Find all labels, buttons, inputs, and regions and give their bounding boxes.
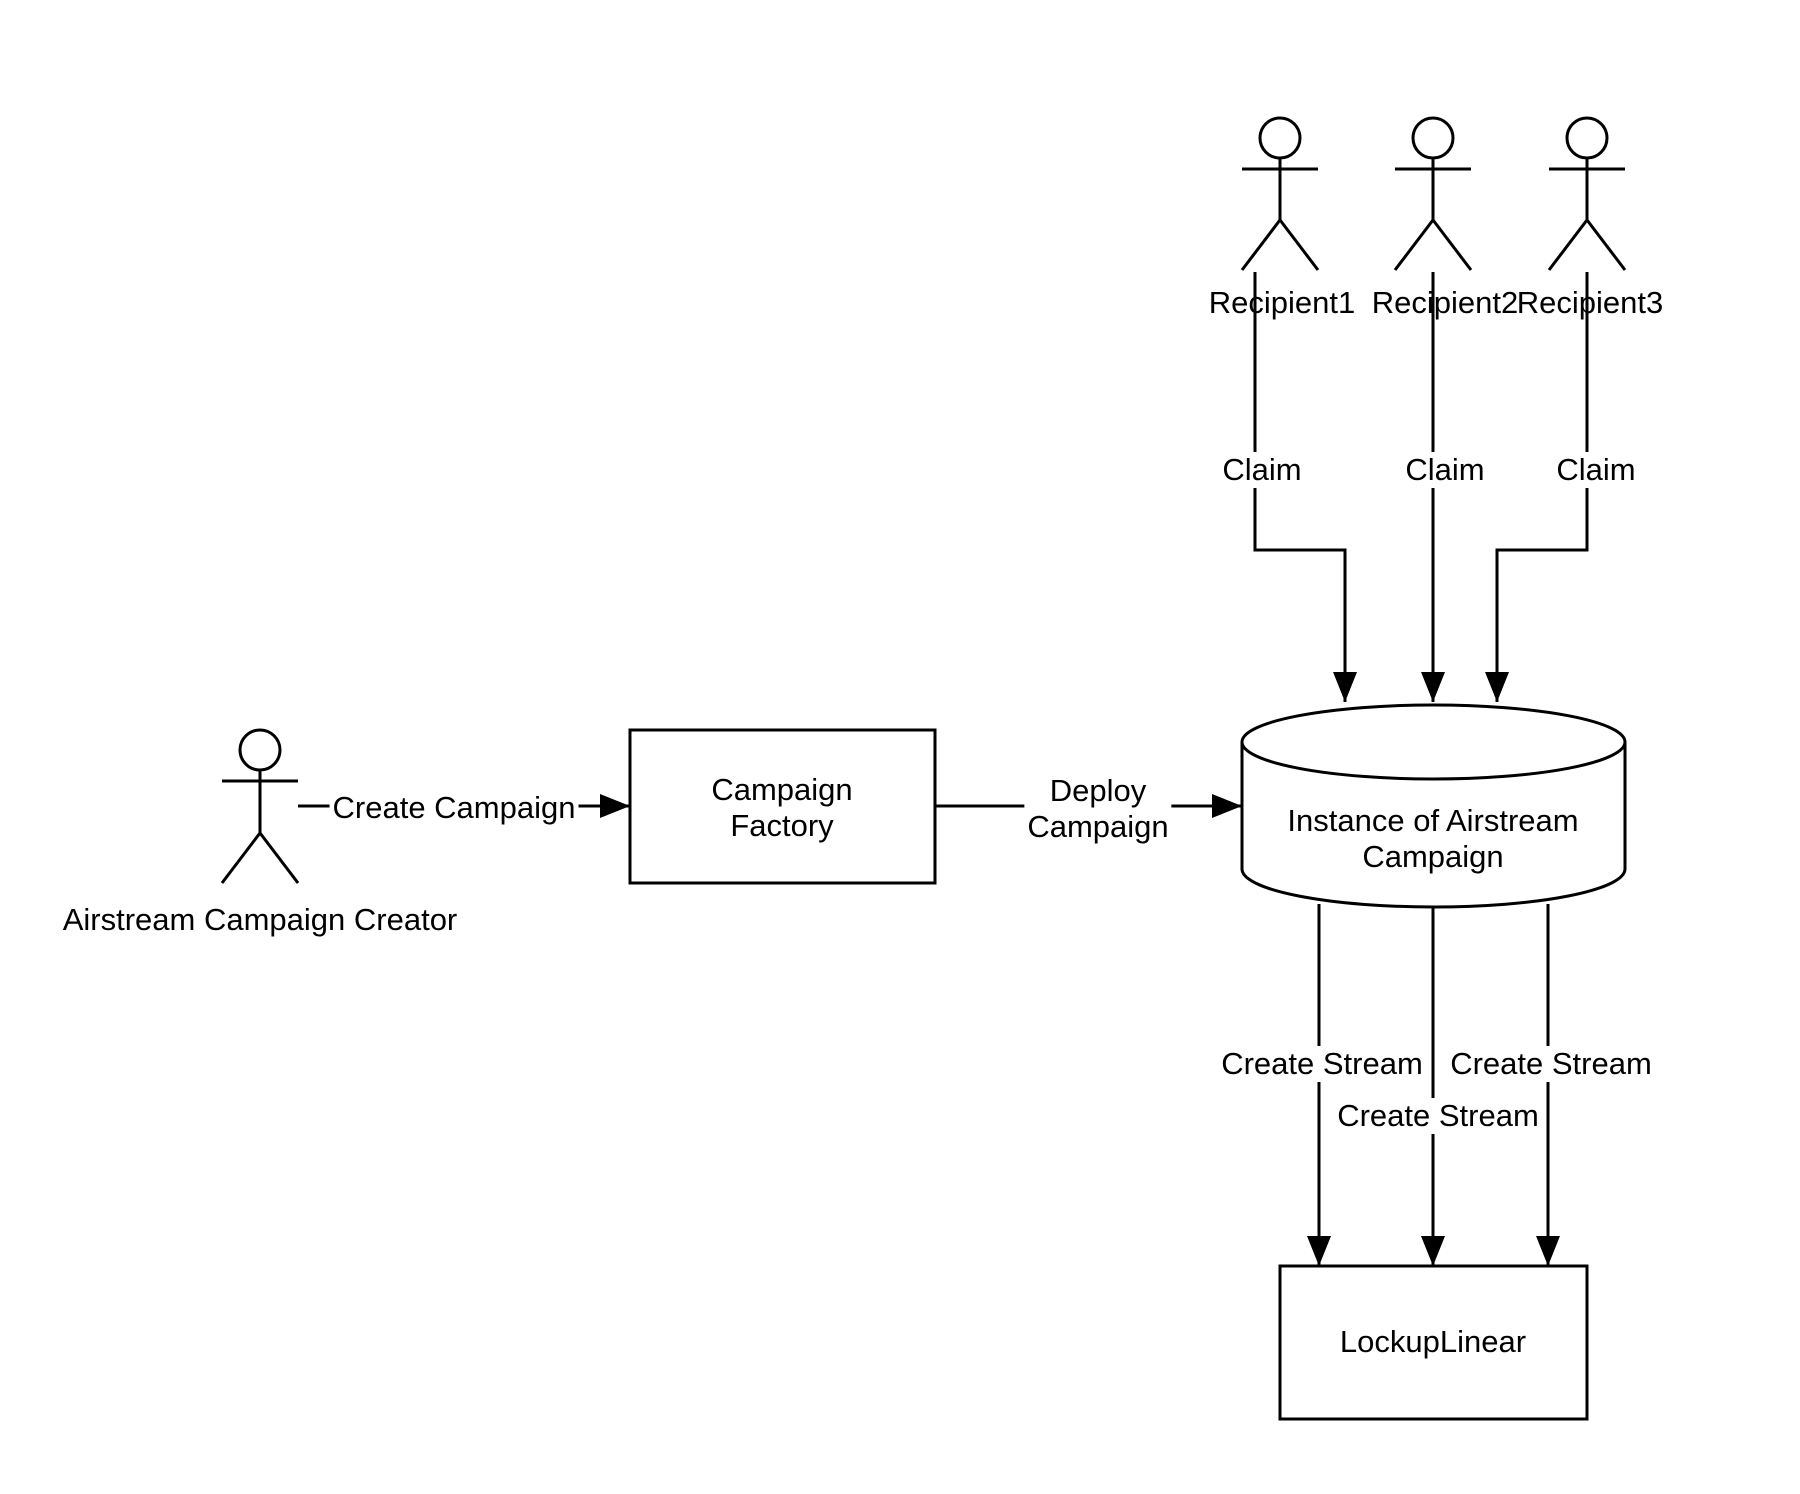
node-airstream-campaign-label bbox=[1287, 803, 1578, 875]
node-campaign-factory-label bbox=[711, 772, 852, 844]
actor-recipient1-icon bbox=[1242, 118, 1318, 270]
edge-claim2-label: Claim bbox=[1402, 452, 1487, 488]
actor-recipient1-label: Recipient1 bbox=[1208, 285, 1356, 320]
edge-claim3-label: Claim bbox=[1553, 452, 1638, 488]
edge-deploy-campaign-label-line1: Deploy bbox=[1049, 773, 1147, 808]
actor-recipient3-icon bbox=[1549, 118, 1625, 270]
edge-create-campaign-label: Create Campaign bbox=[330, 790, 579, 826]
actor-recipient2-label: Recipient2 bbox=[1371, 285, 1519, 320]
edge-claim1-label: Claim bbox=[1219, 452, 1304, 488]
node-campaign-factory-label-line1: Campaign bbox=[711, 772, 853, 807]
actor-creator-label: Airstream Campaign Creator bbox=[62, 902, 458, 937]
edge-create-stream3-label: Create Stream bbox=[1447, 1046, 1655, 1082]
actor-recipient2-icon bbox=[1395, 118, 1471, 270]
edge-deploy-campaign-label-line2: Campaign bbox=[1027, 809, 1169, 844]
actor-recipient3-label: Recipient3 bbox=[1516, 285, 1664, 320]
edge-deploy-campaign-label bbox=[1024, 773, 1171, 845]
node-airstream-campaign-label-line1: Instance of Airstream bbox=[1287, 803, 1579, 838]
edge-create-stream1-label: Create Stream bbox=[1218, 1046, 1426, 1082]
node-airstream-campaign-label-line2: Campaign bbox=[1362, 839, 1504, 874]
edge-create-stream2-label: Create Stream bbox=[1334, 1098, 1542, 1134]
node-lockup-linear-label: LockupLinear bbox=[1339, 1324, 1527, 1359]
node-campaign-factory-label-line2: Factory bbox=[730, 808, 834, 843]
actor-creator-icon bbox=[222, 730, 298, 883]
